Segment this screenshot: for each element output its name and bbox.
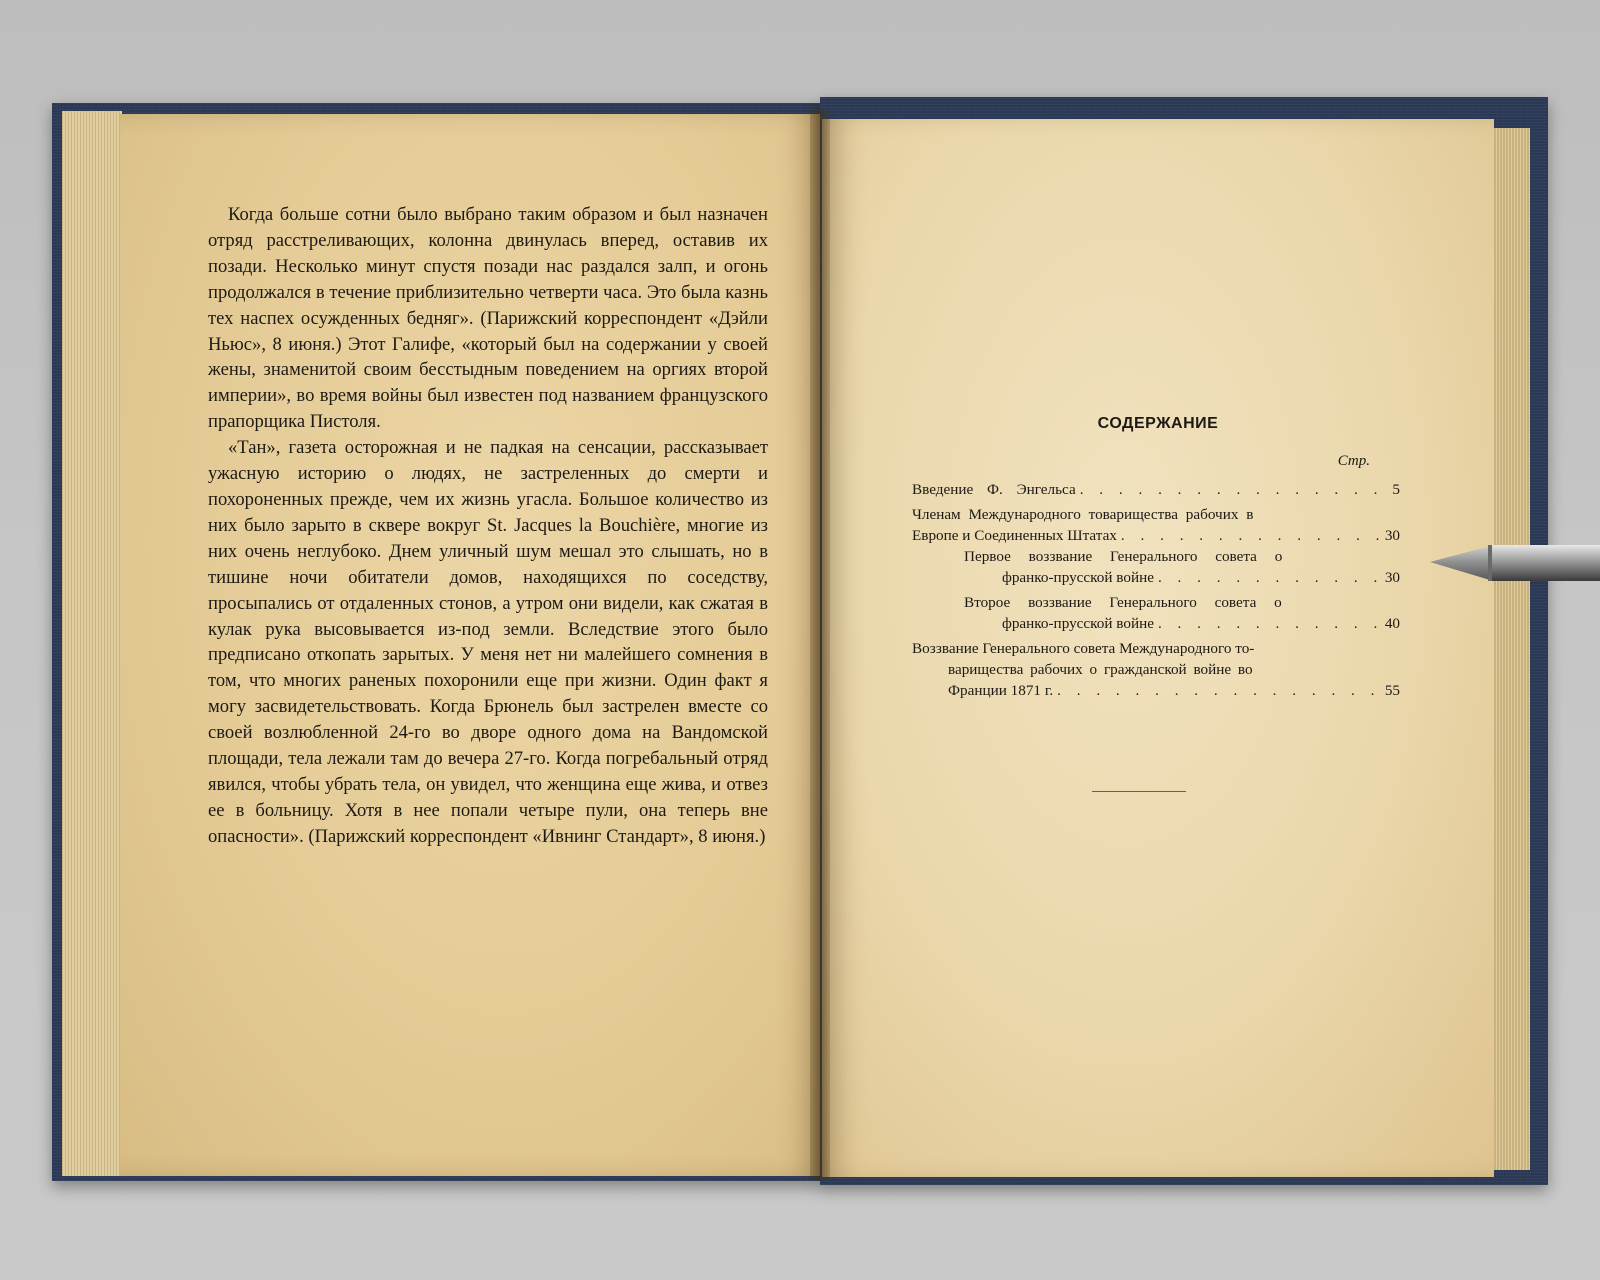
toc-entry-first-address bbox=[912, 546, 1400, 588]
toc-entry-text: варищества рабочих о гражданской войне во bbox=[948, 661, 1253, 678]
toc-entry-text: Второе воззвание Генерального совета о bbox=[964, 594, 1282, 611]
toc-leader-dots bbox=[1076, 479, 1384, 500]
toc-leader-dots bbox=[1154, 567, 1384, 588]
page-column-label: Стр. bbox=[1337, 453, 1370, 469]
toc-page-number: 30 bbox=[1384, 527, 1400, 544]
toc-leader-dots bbox=[1053, 680, 1384, 701]
toc-entry-text: Первое воззвание Генерального совета о bbox=[964, 548, 1283, 565]
left-page-body bbox=[208, 202, 768, 850]
toc-page-number: 55 bbox=[1384, 682, 1400, 699]
toc-entry-civil-war bbox=[912, 638, 1400, 701]
page-edges-left bbox=[62, 111, 122, 1176]
toc-entry-second-address bbox=[912, 592, 1400, 634]
toc-entry-text: франко-прусской войне bbox=[1002, 615, 1154, 632]
contents-title: СОДЕРЖАНИЕ bbox=[1097, 415, 1219, 432]
toc-page-number: 40 bbox=[1384, 615, 1400, 632]
toc-leader-dots bbox=[1154, 613, 1384, 634]
toc-entry-text: Введение Ф. Энгельса bbox=[912, 481, 1076, 498]
table-of-contents bbox=[912, 471, 1400, 701]
toc-page-number: 5 bbox=[1392, 481, 1400, 498]
pen-tip-icon bbox=[1430, 540, 1600, 586]
page-edges-right bbox=[1490, 128, 1530, 1170]
toc-entry-text: франко-прусской войне bbox=[1002, 569, 1154, 586]
paragraph-1: Когда больше сотни было выбрано таким образом и был назначен отряд расстреливающих, колонна двинулась вперед, оставив их позади. Несколько минут спустя позади нас раздался залп, и огонь продолжался в течение приблизительно четверти часа. Это была казнь тех наспех осужденных бедняг». (Парижский корреспондент «Дэйли Ньюс», 8 июня.) Этот Галифе, «который был на содержании у своей жены, знаменитой своим бесстыдным поведением на оргиях второй империи», во время войны был известен под названием французского прапорщика Пистоля. bbox=[208, 204, 768, 433]
toc-entry-text: Воззвание Генерального совета Международного то- bbox=[912, 640, 1255, 657]
book-gutter bbox=[810, 110, 830, 1180]
right-page bbox=[822, 119, 1494, 1177]
toc-entry-engels bbox=[912, 479, 1400, 500]
toc-entry-text: Европе и Соединенных Штатах bbox=[912, 527, 1117, 544]
toc-page-number: 30 bbox=[1384, 569, 1400, 586]
left-page bbox=[120, 114, 820, 1176]
toc-entry-text: Членам Международного товарищества рабочих в bbox=[912, 506, 1254, 523]
paragraph-2: «Тан», газета осторожная и не падкая на сенсации, рассказывает ужасную историю о людях, не застреленных до смерти и похороненных прежде, чем их жизнь угасла. Большое количество из них было зарыто в сквере вокруг St. Jacques la Bouchière, многие из них очень неглубоко. Днем уличный шум мешал это слышать, но в тишине ночи обитатели домов, находящихся по соседству, просыпались от отдаленных стонов, а утром они видели, как сжатая в кулак рука высовывается из-под земли. Вследствие этого было предписано откопать зарытых. У меня нет ни малейшего сомнения в том, что многих раненых похоронили еще при жизни. Один факт я могу засвидетельствовать. Когда Брюнель был застрелен вместе со своей возлюбленной 24-го во дворе одного дома на Вандомской площади, тела лежали там до вечера 27-го. Когда погребальный отряд явился, чтобы убрать тела, он увидел, что женщина еще жива, и отвез ее в больницу. Хотя в нее попали четыре пули, она теперь вне опасности». (Парижский корреспондент «Ивнинг Стандарт», 8 июня.) bbox=[208, 437, 768, 847]
separator-rule bbox=[1092, 791, 1186, 792]
toc-entry-members bbox=[912, 504, 1400, 546]
toc-entry-text: Франции 1871 г. bbox=[948, 682, 1054, 699]
toc-leader-dots bbox=[1117, 525, 1384, 546]
